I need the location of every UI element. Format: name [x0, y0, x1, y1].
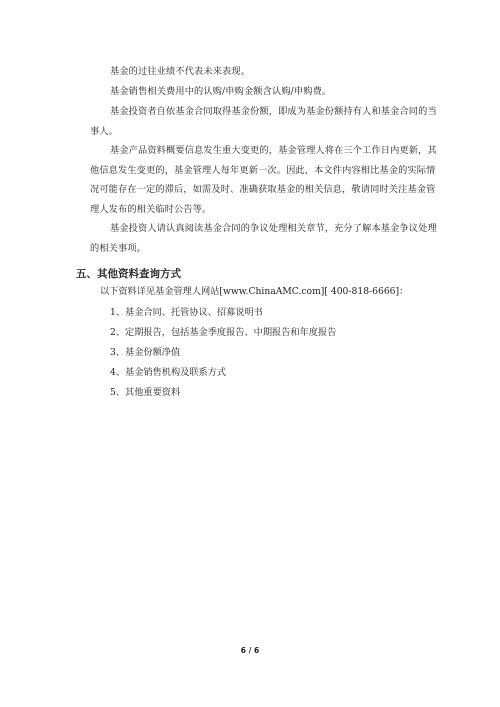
paragraph-sales-fees: 基金销售相关费用中的认购/申购金额含认购/申购费。	[110, 86, 332, 97]
section-intro: 以下资料详见基金管理人网站[www.ChinaAMC.com][ 400-818-6666]：	[100, 286, 409, 297]
paragraph-update-notice: 基金产品资料概要信息发生重大变更的，基金管理人将在三个工作日内更新，其他信息发生变更的，基金管理人每年更新一次。因此，本文件内容相比基金的实际情况可能存在一定的滞后，如需及时、准确获取基金的相关信息，敬请同时关注基金管理人发布的相关临时公告等。	[90, 145, 437, 215]
section-heading: 五、其他资料查询方式	[76, 268, 181, 280]
list-item: 1、基金合同、托管协议、招募说明书	[110, 307, 263, 318]
list-item: 2、定期报告，包括基金季度报告、中期报告和年度报告	[110, 327, 337, 338]
paragraph-dispute-resolution: 基金投资人请认真阅读基金合同的争议处理相关章节，充分了解本基金争议处理的相关事项。	[90, 223, 437, 254]
list-item: 3、基金份额净值	[110, 347, 181, 358]
paragraph-past-performance: 基金的过往业绩不代表未来表现。	[110, 66, 251, 77]
paragraph-contract-party: 基金投资者自依基金合同取得基金份额，即成为基金份额持有人和基金合同的当事人。	[90, 106, 437, 137]
page-number: 6 / 6	[240, 646, 260, 655]
list-item: 4、基金销售机构及联系方式	[110, 367, 227, 378]
list-item: 5、其他重要资料	[110, 387, 181, 398]
